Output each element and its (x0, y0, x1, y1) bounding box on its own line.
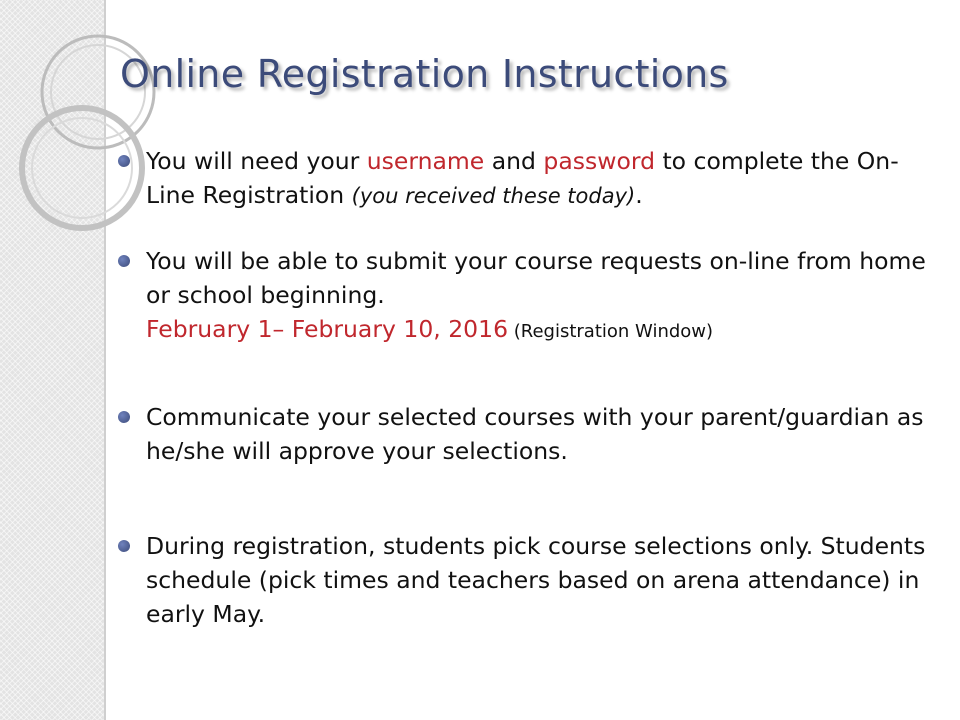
bullet-dot-icon (118, 540, 130, 552)
username-highlight: username (366, 147, 485, 175)
ring-inner-bottom (32, 118, 132, 218)
received-today-note: (you received these today) (351, 184, 636, 208)
registration-dates: February 1– February 10, 2016 (146, 315, 509, 343)
bullet-text (146, 244, 946, 349)
bullet-dot-icon (118, 255, 130, 267)
ring-outer-bottom (22, 108, 142, 228)
bullet-text: Communicate your selected courses with your parent/guardian as he/she will approve your selections. (146, 403, 924, 465)
bullet-dot-icon (118, 155, 130, 167)
text-fragment: . (635, 181, 643, 209)
bullet-text: During registration, students pick course selections only. Students schedule (pick times and teachers based on arena attendance) in early May. (146, 532, 926, 628)
submit-text: You will be able to submit your course requests on-line from home or school beginning. (146, 247, 926, 309)
registration-window-label: (Registration Window) (508, 321, 714, 342)
bullet-text (146, 144, 946, 213)
slide-title: Online Registration Instructions (120, 52, 729, 96)
text-fragment: and (484, 147, 544, 175)
text-fragment: You will need your (146, 147, 367, 175)
password-highlight: password (543, 147, 655, 175)
text-fragment: to complete the On-Line Registration (146, 147, 899, 209)
bullet-dot-icon (118, 411, 130, 423)
